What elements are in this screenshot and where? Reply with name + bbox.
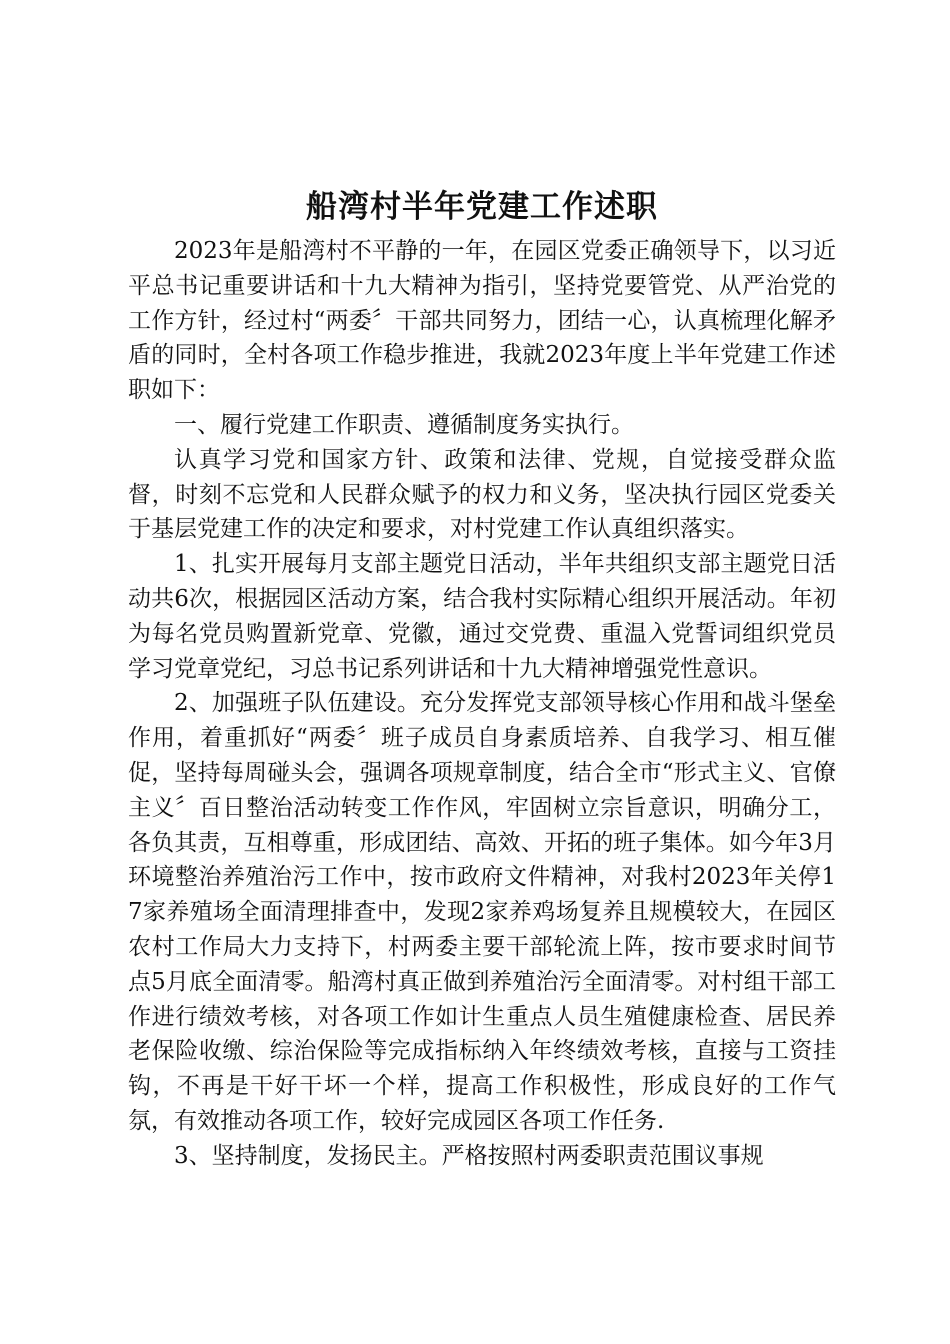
paragraph-item-1: 1、扎实开展每月支部主题党日活动，半年共组织支部主题党日活动共6次，根据园区活动方案，结合我村实际精心组织开展活动。年初为每名党员购置新党章、党徽，通过交党费、重温入党誓词组织党员学习党章党纪，习总书记系列讲话和十九大精神增强党性意识。 xyxy=(128,551,836,682)
document-page xyxy=(128,180,836,1174)
paragraph-intro: 2023年是船湾村不平静的一年，在园区党委正确领导下，以习近平总书记重要讲话和十九大精神为指引，坚持党要管党、从严治党的工作方针，经过村“两委〞干部共同努力，团结一心，认真梳理化解矛盾的同时，全村各项工作稳步推进，我就2023年度上半年党建工作述职如下： xyxy=(128,238,836,404)
document-title: 船湾村半年党建工作述职 xyxy=(306,189,658,225)
paragraph-item-2: 2、加强班子队伍建设。充分发挥党支部领导核心作用和战斗堡垒作用，着重抓好“两委〞班子成员自身素质培养、自我学习、相互催促，坚持每周碰头会，强调各项规章制度，结合全市“形式主义、官僚主义〞百日整治活动转变工作作风，牢固树立宗旨意识，明确分工，各负其责，互相尊重，形成团结、高效、开拓的班子集体。如今年3月环境整治养殖治污工作中，按市政府文件精神，对我村2023年关停17家养殖场全面清理排查中，发现2家养鸡场复养且规模较大，在园区农村工作局大力支持下，村两委主要干部轮流上阵，按市要求时间节点5月底全面清零。船湾村真正做到养殖治污全面清零。对村组干部工作进行绩效考核，对各项工作如计生重点人员生殖健康检查、居民养老保险收缴、综治保险等完成指标纳入年终绩效考核，直接与工资挂钩，不再是干好干坏一个样，提高工作积极性，形成良好的工作气氛，有效推动各项工作，较好完成园区各项工作任务. xyxy=(128,690,836,1134)
paragraph-item-3: 3、坚持制度，发扬民主。严格按照村两委职责范围议事规 xyxy=(174,1142,764,1169)
paragraph-study: 认真学习党和国家方针、政策和法律、党规，自觉接受群众监督，时刻不忘党和人民群众赋予的权力和义务，坚决执行园区党委关于基层党建工作的决定和要求，对村党建工作认真组织落实。 xyxy=(128,446,836,543)
paragraph-section-heading: 一、履行党建工作职责、遵循制度务实执行。 xyxy=(174,411,634,438)
